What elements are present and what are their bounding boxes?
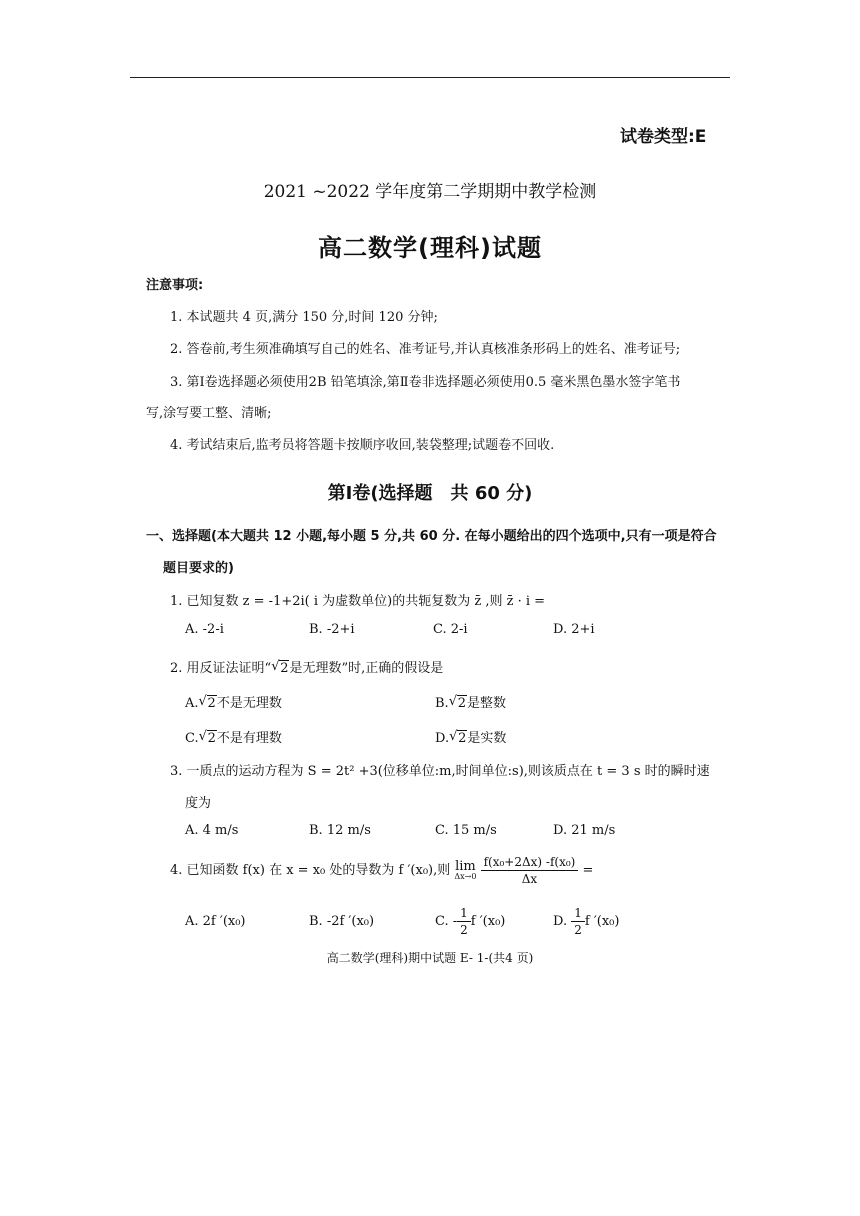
note-item: 写,涂写要工整、清晰; <box>146 406 272 421</box>
q4-option-d: D. $\frac{1}{2}$ f ′(x₀) <box>553 906 620 937</box>
q3-option-c: C. 15 m/s <box>435 823 497 838</box>
page-title: 高二数学(理科)试题 <box>318 234 542 262</box>
one-half-fraction: $\frac{1}{2}$ <box>571 906 585 937</box>
q1-option-a: A. -2-i <box>185 622 224 637</box>
sqrt-symbol: √ 2 <box>449 729 467 746</box>
one-half-fraction: $\frac{1}{2}$ <box>457 906 471 937</box>
q1-option-d: D. 2+i <box>553 622 595 637</box>
top-rule <box>130 77 730 78</box>
sqrt-symbol: √ 2 <box>271 659 289 676</box>
q3-option-d: D. 21 m/s <box>553 823 616 838</box>
q3-option-b: B. 12 m/s <box>309 823 371 838</box>
q2-option-b: B. √ 2是整数 <box>435 694 506 711</box>
notes-heading: 注意事项: <box>146 278 204 293</box>
section-title: 第Ⅰ卷(选择题 共 60 分) <box>327 483 533 504</box>
q4-stem-before: 4. 已知函数 f(x) 在 x = x₀ 处的导数为 f ′(x₀),则 <box>170 863 451 878</box>
question-1-stem: 1. 已知复数 z = -1+2i( i 为虚数单位)的共轭复数为 z̄ ,则 z̄ · i = <box>170 594 546 609</box>
question-4-stem: 4. 已知函数 f(x) 在 x = x₀ 处的导数为 f ′(x₀),则 lim Δx→0 $\frac{\text{f(x₀+2Δx) -f(x₀)}}{\Delta x}$ = <box>170 855 594 886</box>
q4-option-c: C. - $\frac{1}{2}$ f ′(x₀) <box>435 906 506 937</box>
q2-option-c: C. √ 2不是有理数 <box>185 729 282 746</box>
sqrt-symbol: √ 2 <box>198 694 216 711</box>
q1-option-b: B. -2+i <box>309 622 355 637</box>
note-item: 2. 答卷前,考生须准确填写自己的姓名、准考证号,并认真核准条形码上的姓名、准考证号; <box>170 342 681 357</box>
exam-header: 2021 ~2022 学年度第二学期期中教学检测 <box>263 182 597 202</box>
question-3-stem-cont: 度为 <box>185 796 212 811</box>
sqrt-symbol: √ 2 <box>448 694 466 711</box>
q2-stem-before: 2. 用反证法证明“ <box>170 661 272 676</box>
sqrt-symbol: √ 2 <box>198 729 216 746</box>
question-2-stem <box>170 657 443 676</box>
radicand: 2 <box>280 661 289 676</box>
q2-stem-after: 是无理数”时,正确的假设是 <box>289 661 444 676</box>
q4-option-a: A. 2f ′(x₀) <box>185 914 246 929</box>
page-footer: 高二数学(理科)期中试题 E- 1-(共4 页) <box>326 951 534 965</box>
section-instruction: 题目要求的) <box>163 561 234 576</box>
q1-option-c: C. 2-i <box>433 622 468 637</box>
difference-quotient: $\frac{\text{f(x₀+2Δx) -f(x₀)}}{\Delta x}$ <box>481 855 579 886</box>
q3-option-a: A. 4 m/s <box>185 823 239 838</box>
note-item: 4. 考试结束后,监考员将答题卡按顺序收回,装袋整理;试题卷不回收. <box>170 438 555 453</box>
note-item: 3. 第Ⅰ卷选择题必须使用2B 铅笔填涂,第Ⅱ卷非选择题必须使用0.5 毫米黑色墨水签字笔书 <box>170 375 681 390</box>
question-3-stem: 3. 一质点的运动方程为 S = 2t² +3(位移单位:m,时间单位:s),则该质点在 t = 3 s 时的瞬时速 <box>170 764 710 779</box>
note-item: 1. 本试题共 4 页,满分 150 分,时间 120 分钟; <box>170 310 438 325</box>
q2-option-d: D. √ 2是实数 <box>435 729 507 746</box>
paper-type: 试卷类型:E <box>620 127 707 147</box>
q2-option-a: A. √ 2不是无理数 <box>185 694 282 711</box>
limit-operator: lim Δx→0 <box>454 859 477 881</box>
section-instruction: 一、选择题(本大题共 12 小题,每小题 5 分,共 60 分. 在每小题给出的四个选项中,只有一项是符合 <box>146 529 717 544</box>
q4-option-b: B. -2f ′(x₀) <box>309 914 375 929</box>
